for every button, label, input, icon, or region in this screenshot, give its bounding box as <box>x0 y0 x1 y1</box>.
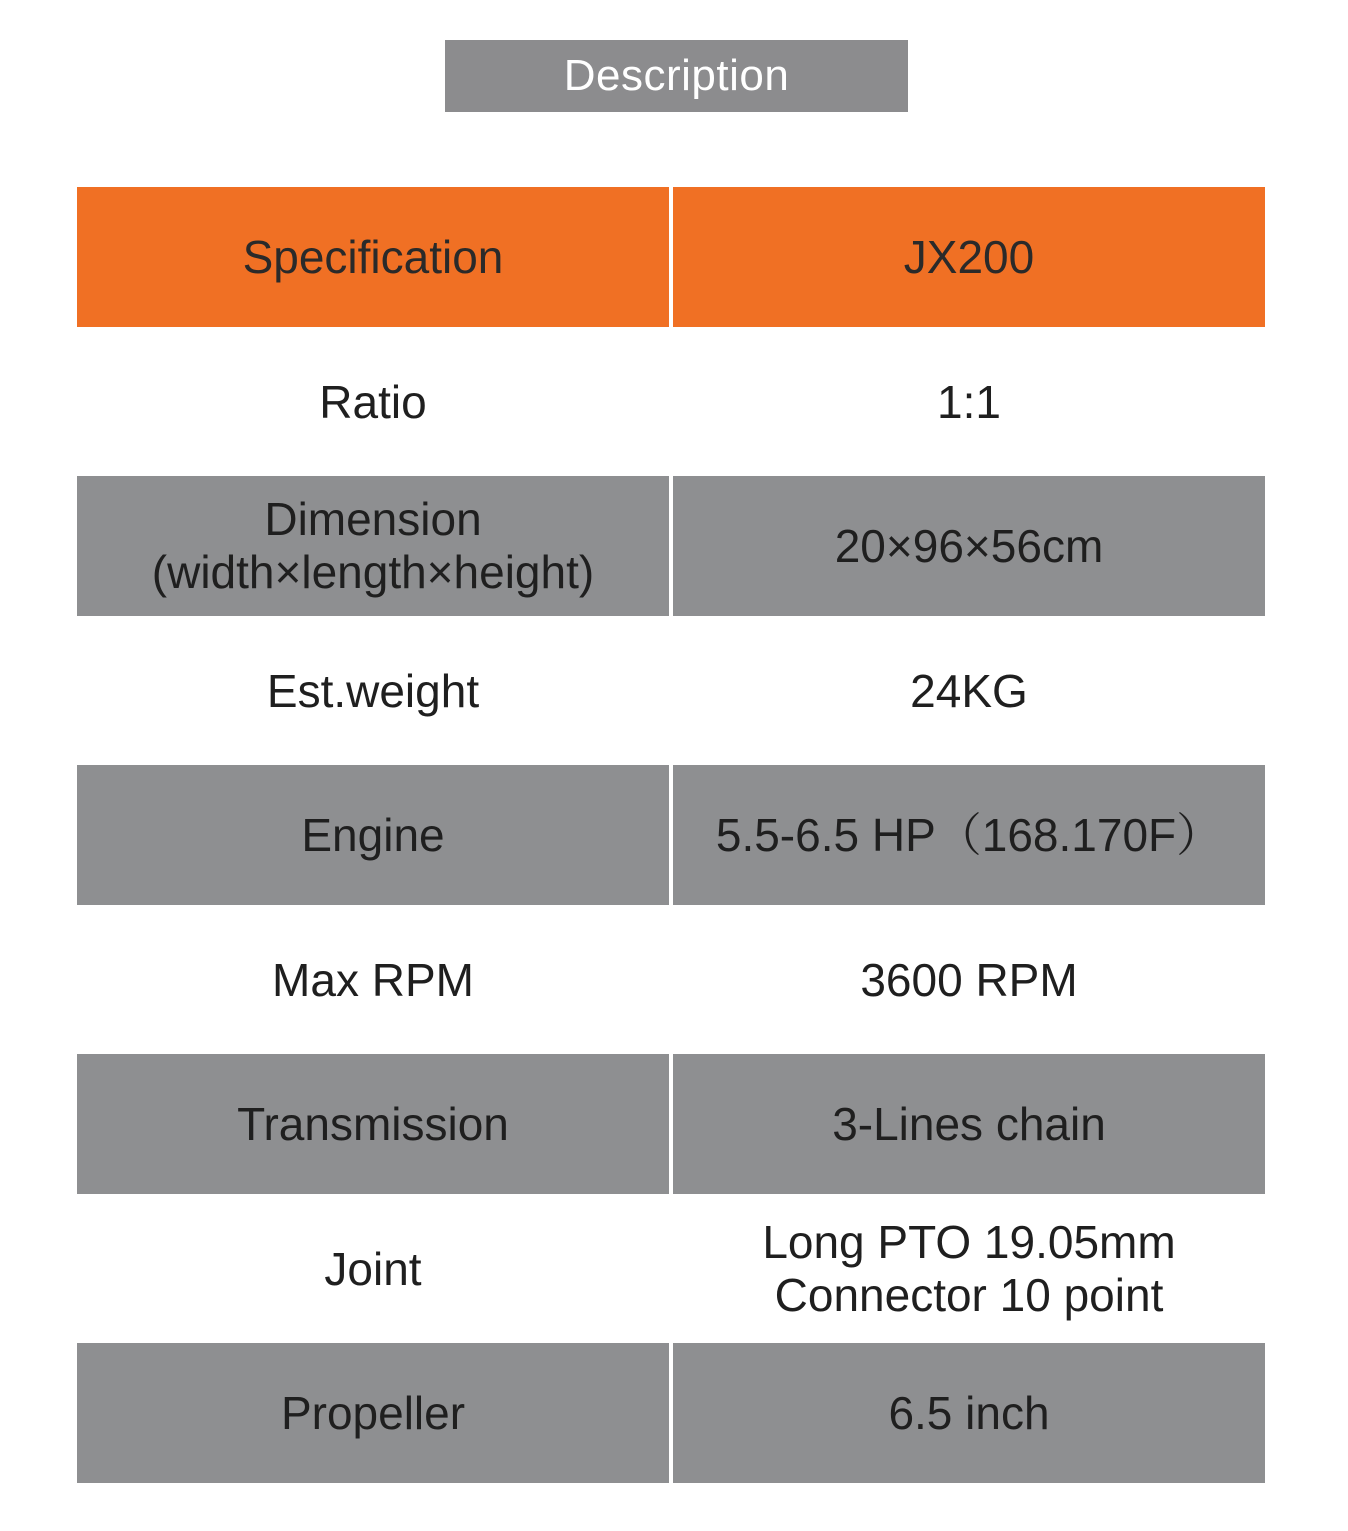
spec-label-cell-line: Transmission <box>237 1097 509 1150</box>
spec-value-cell <box>673 476 1265 616</box>
spec-value-cell <box>673 332 1265 472</box>
spec-value-cell-line: 1:1 <box>937 375 1001 428</box>
description-title <box>445 40 908 112</box>
spec-label-cell <box>77 1054 669 1194</box>
table-row <box>77 1054 1265 1194</box>
header-cell-value-line: JX200 <box>903 230 1035 283</box>
spec-value-cell-line: 20×96×56cm <box>834 519 1104 572</box>
spec-value-cell <box>673 1054 1265 1194</box>
spec-label-cell <box>77 476 669 616</box>
spec-value-cell-line: 5.5-6.5 HP（168.170F） <box>715 808 1223 861</box>
spec-label-cell-line: Ratio <box>319 375 427 428</box>
header-cell-label <box>77 187 669 327</box>
spec-value-cell-line: Connector 10 point <box>774 1269 1164 1321</box>
table-row <box>77 765 1265 905</box>
spec-label-cell-line: Engine <box>301 808 445 861</box>
header-cell-value <box>673 187 1265 327</box>
spec-label-cell-line: Dimension <box>264 493 482 546</box>
table-row <box>77 332 1265 472</box>
table-header-row <box>77 187 1265 327</box>
spec-label-cell <box>77 1343 669 1483</box>
table-row <box>77 910 1265 1050</box>
spec-value-cell-line: 3-Lines chain <box>832 1097 1106 1150</box>
spec-label-cell-line: (width×length×height) <box>151 546 595 598</box>
spec-value-cell-line: Long PTO 19.05mm <box>762 1216 1176 1269</box>
spec-label-cell <box>77 1199 669 1339</box>
spec-value-cell <box>673 910 1265 1050</box>
spec-value-cell <box>673 765 1265 905</box>
spec-label-cell-line: Est.weight <box>266 664 480 717</box>
header-cell-label-line: Specification <box>242 230 504 283</box>
spec-value-cell-line: 3600 RPM <box>860 953 1078 1006</box>
spec-value-cell-line: 6.5 inch <box>888 1386 1050 1439</box>
spec-value-cell-line: 24KG <box>910 664 1028 717</box>
table-row <box>77 1343 1265 1483</box>
spec-label-cell-line: Joint <box>324 1242 422 1295</box>
table-row <box>77 1199 1265 1339</box>
spec-label-cell <box>77 621 669 761</box>
spec-label-cell <box>77 910 669 1050</box>
spec-label-cell <box>77 332 669 472</box>
spec-label-cell-line: Max RPM <box>272 953 474 1006</box>
description-title-text: Description <box>563 51 790 100</box>
spec-label-cell-line: Propeller <box>280 1386 466 1439</box>
table-row <box>77 621 1265 761</box>
spec-value-cell <box>673 621 1265 761</box>
table-row <box>77 476 1265 616</box>
spec-value-cell <box>673 1343 1265 1483</box>
spec-value-cell <box>673 1199 1265 1339</box>
spec-label-cell <box>77 765 669 905</box>
